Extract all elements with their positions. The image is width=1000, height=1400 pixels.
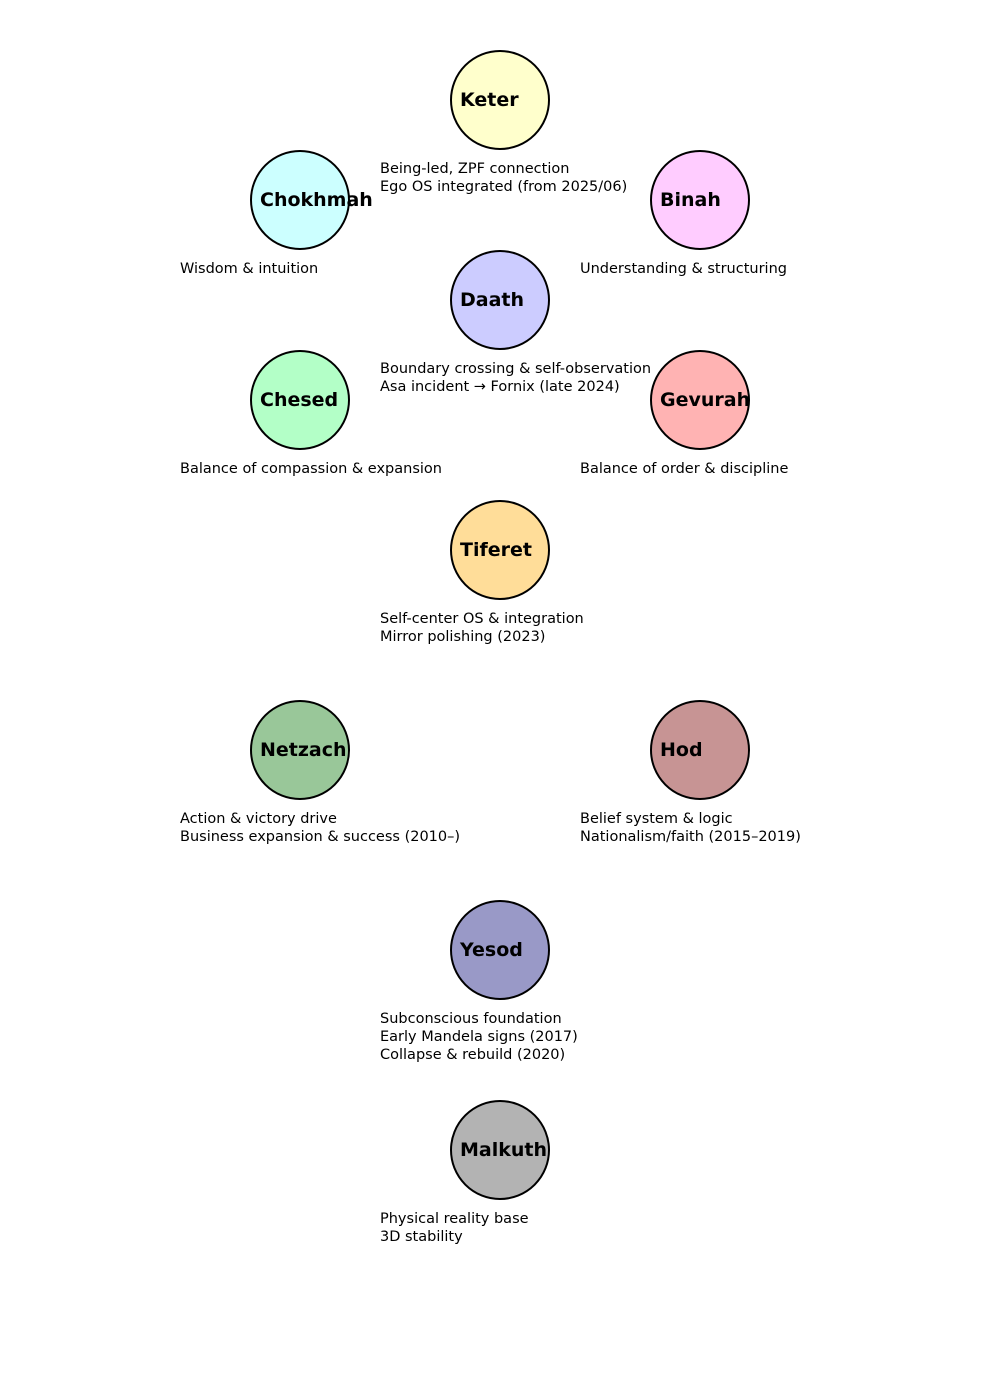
description-line: Balance of compassion & expansion bbox=[180, 461, 442, 477]
sefirah-label-gevurah: Gevurah bbox=[660, 389, 751, 411]
sefirah-description-netzach bbox=[180, 810, 460, 846]
description-line: Asa incident → Fornix (late 2024) bbox=[380, 379, 620, 395]
sefirah-description-chesed bbox=[180, 460, 442, 478]
sefirah-label-yesod: Yesod bbox=[460, 939, 523, 961]
description-line: Boundary crossing & self-observation bbox=[380, 361, 652, 377]
sefirah-description-malkuth bbox=[380, 1210, 529, 1246]
sefirah-description-keter bbox=[380, 160, 627, 196]
sefirah-description-daath bbox=[380, 360, 651, 396]
description-line: Early Mandela signs (2017) bbox=[380, 1029, 578, 1045]
description-line: Wisdom & intuition bbox=[180, 261, 319, 277]
description-line: Balance of order & discipline bbox=[580, 461, 789, 477]
description-line: Mirror polishing (2023) bbox=[380, 629, 546, 645]
sefirah-label-hod: Hod bbox=[660, 739, 703, 761]
description-line: 3D stability bbox=[380, 1229, 463, 1245]
description-line: Physical reality base bbox=[380, 1211, 529, 1227]
description-line: Subconscious foundation bbox=[380, 1011, 562, 1027]
description-line: Belief system & logic bbox=[580, 811, 733, 827]
sefirah-label-chokhmah: Chokhmah bbox=[260, 189, 373, 211]
description-line: Business expansion & success (2010–) bbox=[180, 829, 461, 845]
sefirah-label-malkuth: Malkuth bbox=[460, 1139, 548, 1161]
description-line: Ego OS integrated (from 2025/06) bbox=[380, 179, 628, 195]
description-line: Self-center OS & integration bbox=[380, 611, 584, 627]
sefirah-label-tiferet: Tiferet bbox=[460, 539, 532, 561]
sefirah-label-binah: Binah bbox=[660, 189, 721, 211]
description-line: Understanding & structuring bbox=[580, 261, 787, 277]
sefirah-description-hod bbox=[580, 810, 801, 846]
sefirah-description-yesod bbox=[380, 1010, 578, 1064]
sefirah-label-netzach: Netzach bbox=[260, 739, 347, 761]
sefirah-label-chesed: Chesed bbox=[260, 389, 339, 411]
sefirah-label-keter: Keter bbox=[460, 89, 519, 111]
sefirah-description-gevurah bbox=[580, 460, 788, 478]
description-line: Nationalism/faith (2015–2019) bbox=[580, 829, 801, 845]
sefirah-label-daath: Daath bbox=[460, 289, 525, 311]
description-line: Action & victory drive bbox=[180, 811, 337, 827]
sefirah-description-binah bbox=[580, 260, 787, 278]
description-line: Collapse & rebuild (2020) bbox=[380, 1047, 566, 1063]
sefirah-description-tiferet bbox=[380, 610, 584, 646]
description-line: Being-led, ZPF connection bbox=[380, 161, 570, 177]
sefirah-description-chokhmah bbox=[180, 260, 318, 278]
